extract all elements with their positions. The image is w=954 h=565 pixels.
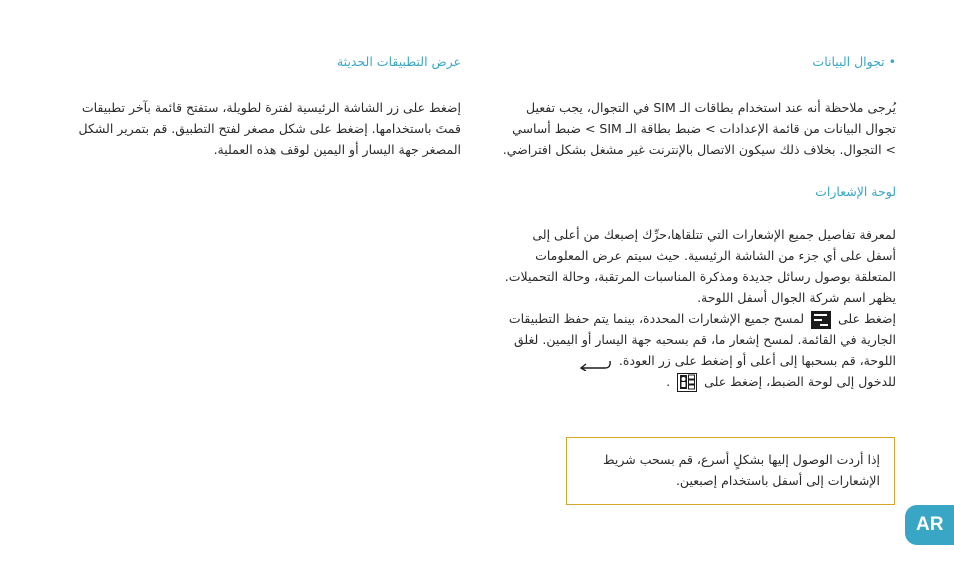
clear-notifications-icon [811,311,831,329]
tip-note-text: إذا أردت الوصول إليها بشكلٍ أسرع، قم بسحب شريط الإشعارات إلى أسفل باستخدام إصبعين. [603,452,880,488]
settings-instruction: للدخول إلى لوحة الضبط، إضغط على [704,374,896,389]
notifications-paragraph-2 [501,308,896,371]
language-badge: AR [905,505,954,545]
clear-instruction-prefix: إضغط على [838,311,896,326]
tip-note-box [566,437,895,505]
roaming-heading: • تجوال البيانات [812,54,896,69]
right-column [501,52,896,392]
recent-apps-paragraph: إضغط على زر الشاشة الرئيسية لفترة لطويلة، ستفتح قائمة بآخر تطبيقات قمتَ باستخدامها. إضغط على شكل مصغر لفتح التطبيق. قم بتمرير الشكل المصغر جهة اليسار أو اليمين لوقف هذه العملية. [78,100,461,157]
left-column [61,52,461,160]
settings-panel-icon [677,373,697,392]
notifications-paragraph-1: لمعرفة تفاصيل جميع الإشعارات التي تتلقاها،حرِّك إصبعك من أعلى إلى أسفل على أي جزء من الشاشة الرئيسية. حيث سيتم عرض المعلومات المتعلقة بوصول رسائل جديدة ومذكرة المناسبات المرتقبة، وحالة التحميلات. يظهر اسم شركة الجوال أسفل اللوحة. [504,227,896,305]
notifications-heading: لوحة الإشعارات [815,184,896,199]
back-arrow-icon [578,356,612,368]
settings-instruction-end: . [666,374,671,389]
roaming-paragraph: يُرجى ملاحظة أنه عند استخدام بطاقات الـ SIM في التجوال، يجب تفعيل تجوال البيانات من قائمة الإعدادات > ضبط بطاقة الـ SIM > ضبط أساسي > التجوال. بخلاف ذلك سيكون الاتصال بالإنترنت غير مشغل بشكل افتراضي. [502,100,896,157]
clear-instruction-body: لمسح جميع الإشعارات المحددة، بينما يتم حفظ التطبيقات الجارية في القائمة. لمسح إشعار ما، قم بسحبه جهة اليسار أو اليمين. لغلق اللوحة، قم بسحبها إلى أعلى أو إضغط على زر العودة. [508,311,896,368]
recent-apps-heading: عرض التطبيقات الحديثة [336,54,461,69]
notifications-paragraph-3 [501,371,896,392]
